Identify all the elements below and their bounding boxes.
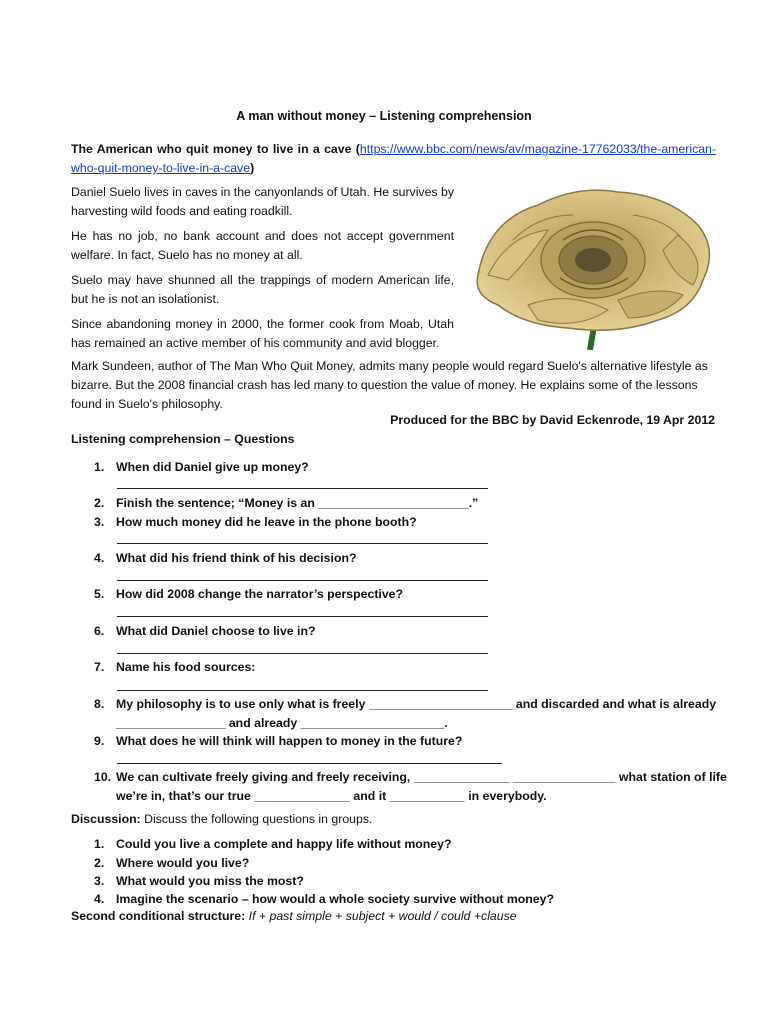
discussion-number: 3. [94,874,105,888]
questions-heading: Listening comprehension – Questions [71,432,295,446]
question-number: 3. [94,515,105,529]
paragraph-2: He has no job, no bank account and does not accept government welfare. In fact, Suelo has no money at all. [71,229,454,262]
question-text: My philosophy is to use only what is freely _____________________ and discarded and what is already [116,697,717,711]
question-text: What does he will think will happen to money in the future? [116,734,463,748]
question-number: 8. [94,697,105,711]
source-link[interactable]: https://www.bbc.com/news/av/magazine-17762033/the-american-who-quit-money-to-live-in-a-cave [71,142,716,175]
intro-line [71,140,716,178]
question-text: We can cultivate freely giving and freely receiving, ______________ _______________ what station of life [116,770,727,784]
question-number: 4. [94,551,105,565]
paragraph-1: Daniel Suelo lives in caves in the canyonlands of Utah. He survives by harvesting wild foods and eating roadkill. [71,185,454,218]
answer-line-6[interactable] [117,653,488,654]
question-text: What did Daniel choose to live in? [116,624,316,638]
answer-line-5[interactable] [117,616,488,617]
question-text: What did his friend think of his decision? [116,551,357,565]
question-number: 5. [94,587,105,601]
question-text-continued: we’re in, that’s our true ______________ and it ___________ in everybody. [116,789,547,803]
grammar-structure [71,909,517,923]
question-text: When did Daniel give up money? [116,460,309,474]
page-title: A man without money – Listening comprehension [236,109,532,123]
answer-line-9[interactable] [117,763,502,764]
discussion-heading [71,812,372,826]
credit-line: Produced for the BBC by David Eckenrode, 19 Apr 2012 [390,413,715,427]
grammar-formula: If + past simple + subject + would / could +clause [245,909,517,923]
discussion-number: 2. [94,856,105,870]
answer-line-3[interactable] [117,543,488,544]
discussion-text: What would you miss the most? [116,874,304,888]
question-number: 7. [94,660,105,674]
discussion-text: Could you live a complete and happy life without money? [116,837,452,851]
grammar-label: Second conditional structure: [71,909,246,923]
question-number: 1. [94,460,105,474]
question-text: Name his food sources: [116,660,256,674]
question-number: 2. [94,496,105,510]
intro-close: ) [250,161,255,175]
discussion-label: Discussion: [71,812,141,826]
question-text: How much money did he leave in the phone booth? [116,515,417,529]
question-number: 10. [94,770,112,784]
answer-line-4[interactable] [117,580,488,581]
money-rose-image [468,180,718,350]
question-text-continued: ________________ and already _____________________. [116,716,448,730]
discussion-text: Where would you live? [116,856,250,870]
discussion-text: Imagine the scenario – how would a whole society survive without money? [116,892,554,906]
question-number: 9. [94,734,105,748]
question-text: How did 2008 change the narrator’s perspective? [116,587,404,601]
paragraph-3: Suelo may have shunned all the trappings of modern American life, but he is not an isolationist. [71,273,454,306]
question-text: Finish the sentence; “Money is an ______________________.” [116,496,479,510]
answer-line-1[interactable] [117,488,488,489]
question-number: 6. [94,624,105,638]
intro-text: The American who quit money to live in a cave ( [71,142,360,156]
answer-line-7[interactable] [117,690,488,691]
discussion-intro: Discuss the following questions in groups. [140,812,373,826]
discussion-number: 1. [94,837,105,851]
paragraph-4: Since abandoning money in 2000, the former cook from Moab, Utah has remained an active member of his community and avid blogger. [71,317,454,350]
paragraph-5: Mark Sundeen, author of The Man Who Quit Money, admits many people would regard Suelo's alternative lifestyle as bizarre. But the 2008 financial crash has led many to question the value of money. He explains some of the lessons found in Suelo's philosophy. [71,359,708,411]
discussion-number: 4. [94,892,105,906]
